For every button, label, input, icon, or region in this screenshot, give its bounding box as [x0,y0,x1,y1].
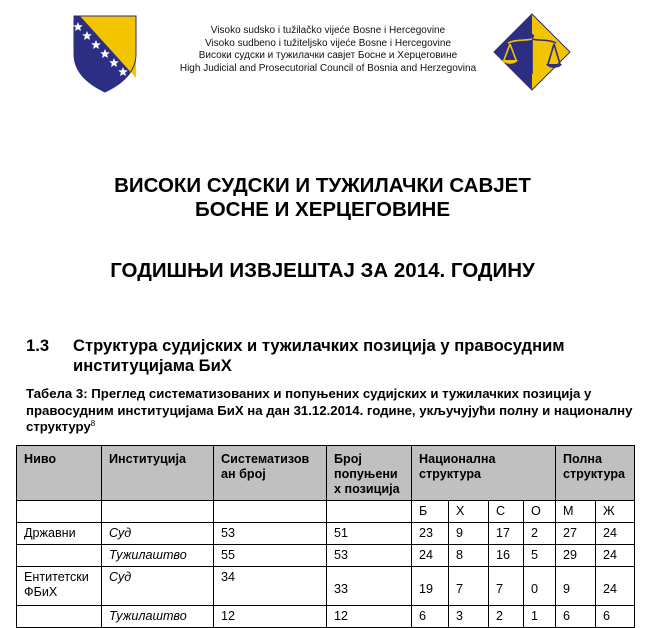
cell-serb: 16 [489,545,524,567]
cell-croat: 3 [449,606,489,628]
document-title-line-2: БОСНЕ И ХЕРЦЕГОВИНЕ [194,198,451,221]
cell-bosniak: 19 [412,567,449,606]
cell-male: 9 [556,567,596,606]
header-filled: Број попуњени х позиција [327,446,412,501]
header-institution: Институција [102,446,214,501]
cell-systematized: 55 [214,545,327,567]
subheader-empty [214,501,327,523]
table-row [17,606,635,628]
cell-bosniak: 6 [412,606,449,628]
cell-female: 24 [596,523,635,545]
cell-filled: 53 [327,545,412,567]
cell-bosniak: 23 [412,523,449,545]
cell-other: 0 [524,567,556,606]
subheader-male: М [556,501,596,523]
header-gender-structure: Полна структура [556,446,635,501]
cell-filled: 12 [327,606,412,628]
section-number: 1.3 [26,336,50,355]
cell-male: 6 [556,606,596,628]
cell-level [17,606,102,628]
cell-institution: Тужилаштво [102,545,214,567]
cell-level: Ентитетски ФБиХ [17,567,102,606]
table-subheader-row [17,501,635,523]
table-row [17,567,635,606]
header-level: Ниво [17,446,102,501]
subheader-female: Ж [596,501,635,523]
cell-croat: 9 [449,523,489,545]
cell-other: 2 [524,523,556,545]
cell-male: 27 [556,523,596,545]
table-header-row [17,446,635,501]
subheader-serb: С [489,501,524,523]
table-row [17,523,635,545]
cell-filled: 33 [327,567,412,606]
cell-other: 5 [524,545,556,567]
table-row [17,545,635,567]
cell-croat: 7 [449,567,489,606]
footnote-reference[interactable]: 8 [90,419,96,428]
council-name-block [168,25,488,75]
letterhead [0,0,645,110]
subheader-bosniak: Б [412,501,449,523]
table-caption [26,386,636,436]
report-title: ГОДИШЊИ ИЗВЈЕШТАЈ ЗА 2014. ГОДИНУ [110,259,535,282]
council-name-latin-bs: Visoko sudsko i tužilačko vijeće Bosne i Hercegovine [210,25,446,36]
header-systematized: Систематизов ан број [214,446,327,501]
table-caption-text: Табела 3: Преглед систематизованих и попуњених судијских и тужилачких позиција у правосудним институцијама БиХ на дан 31.12.2014. године, укључујући полну и националну структуру [26,386,633,434]
bih-coat-of-arms-icon [72,14,138,94]
council-name-english: High Judicial and Prosecutorial Council of Bosnia and Herzegovina [179,62,477,74]
cell-systematized: 34 [214,567,327,606]
cell-female: 24 [596,567,635,606]
cell-filled: 51 [327,523,412,545]
cell-institution: Суд [102,523,214,545]
subheader-other: О [524,501,556,523]
council-name-latin-hr: Visoko sudbeno i tužiteljsko vijeće Bosne i Hercegovine [204,37,452,49]
scales-of-justice-icon [492,12,572,92]
cell-systematized: 12 [214,606,327,628]
cell-serb: 7 [489,567,524,606]
subheader-empty [17,501,102,523]
subheader-croat: Х [449,501,489,523]
cell-croat: 8 [449,545,489,567]
cell-institution: Тужилаштво [102,606,214,628]
cell-systematized: 53 [214,523,327,545]
header-national-structure: Национална структура [412,446,556,501]
cell-male: 29 [556,545,596,567]
section-title: Структура судијских и тужилачких позиција у правосудним институцијама БиХ [73,336,565,375]
council-name-cyrillic: Високи судски и тужилачки савјет Босне и Херцеговине [198,50,458,61]
subheader-empty [327,501,412,523]
cell-level: Државни [17,523,102,545]
document-title-line-1: ВИСОКИ СУДСКИ И ТУЖИЛАЧКИ САВЈЕТ [114,174,531,197]
cell-bosniak: 24 [412,545,449,567]
cell-serb: 2 [489,606,524,628]
cell-level [17,545,102,567]
subheader-empty [102,501,214,523]
cell-female: 6 [596,606,635,628]
cell-female: 24 [596,545,635,567]
positions-table [16,445,635,628]
cell-other: 1 [524,606,556,628]
cell-serb: 17 [489,523,524,545]
cell-institution: Суд [102,567,214,606]
